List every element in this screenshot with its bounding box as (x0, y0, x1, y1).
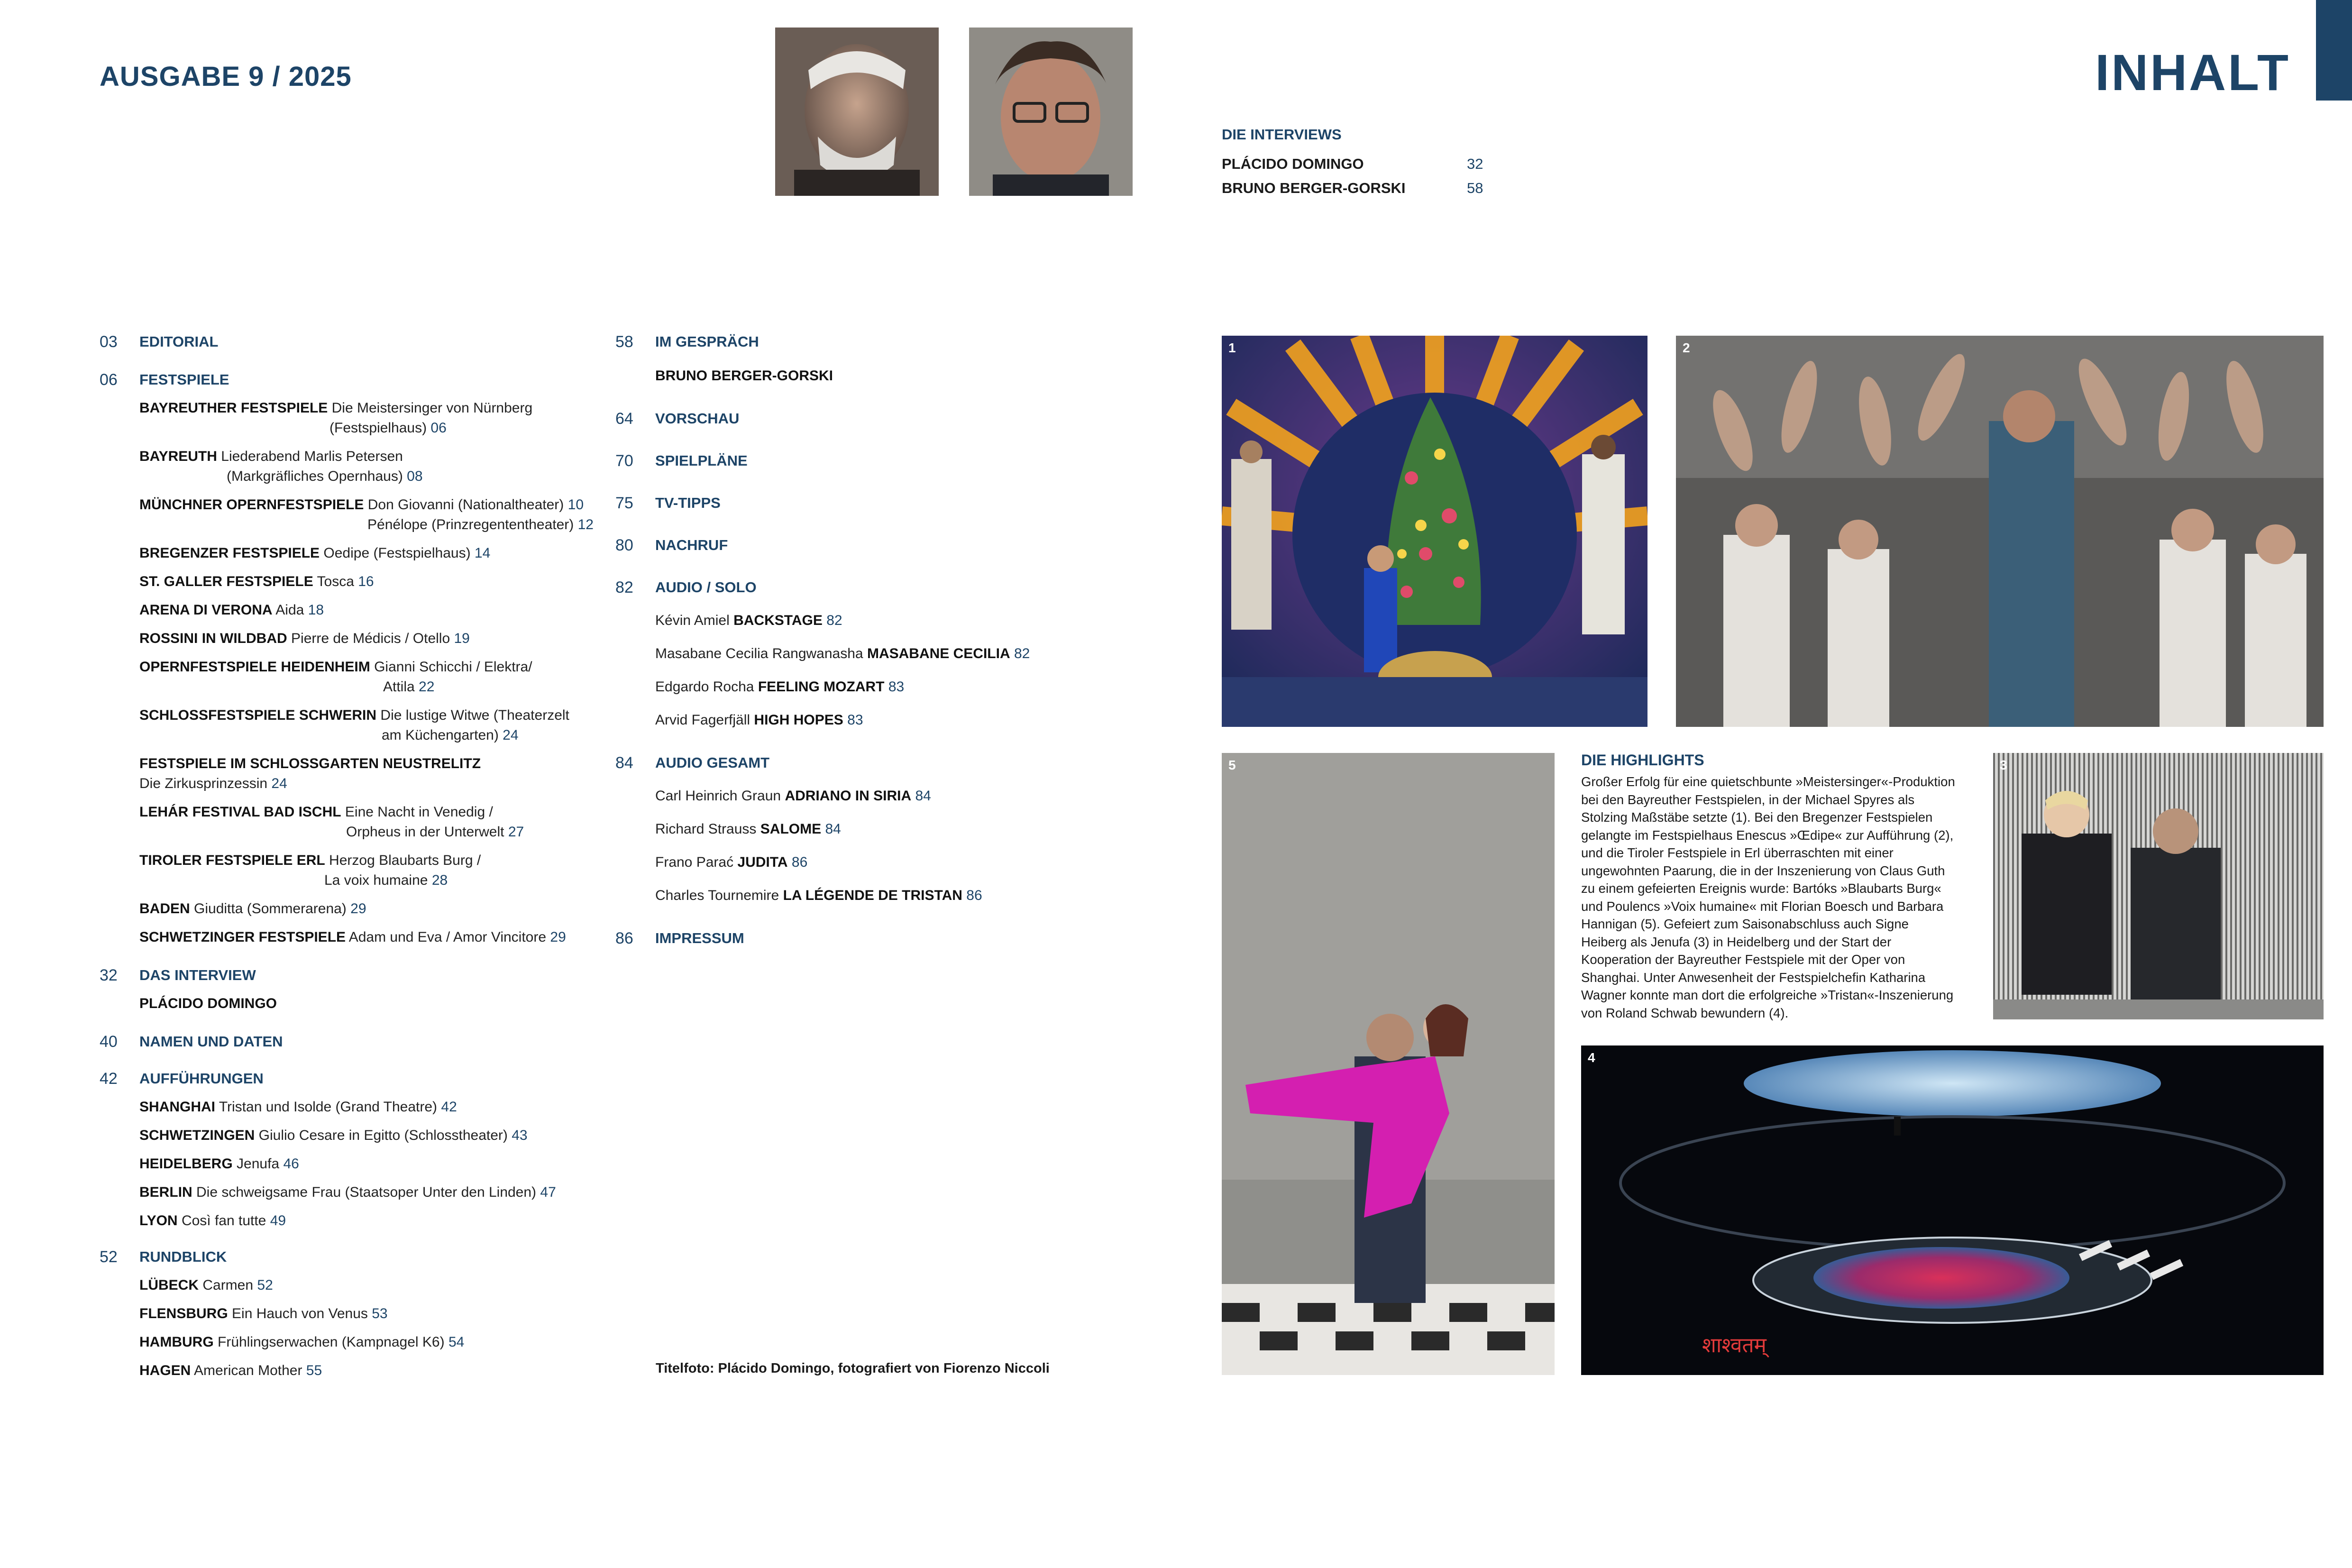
toc-entry[interactable] (655, 710, 863, 730)
highlights-box (1581, 752, 1956, 1022)
toc-entry-cont (367, 515, 594, 535)
entry-page: 86 (791, 854, 808, 870)
cover-photo-credit: Titelfoto: Plácido Domingo, fotografiert von Fiorenzo Niccoli (656, 1361, 1050, 1376)
section-label: AUDIO / SOLO (655, 579, 757, 596)
toc-entry[interactable] (655, 366, 833, 386)
section-page: 32 (100, 966, 118, 984)
entry-title: Ein Hauch von Venus (232, 1306, 368, 1321)
entry-artist: Arvid Fagerfjäll (655, 712, 750, 728)
entry-artist: Frano Parać (655, 854, 734, 870)
toc-entry-cont (329, 418, 447, 438)
section-page: 82 (615, 578, 633, 596)
entry-title: Carmen (202, 1277, 254, 1293)
toc-entry-cont (324, 871, 448, 890)
entry-page: 29 (350, 901, 366, 917)
page-title: INHALT (2095, 44, 2290, 101)
toc-entry[interactable] (139, 398, 532, 418)
interview-item[interactable] (1222, 180, 1483, 204)
toc-entry[interactable] (655, 786, 931, 806)
entry-page: 19 (454, 631, 470, 646)
entry-page: 83 (847, 712, 863, 728)
entry-title: Liederabend Marlis Petersen (221, 449, 403, 464)
entry-title: Jenufa (237, 1156, 280, 1172)
toc-entry[interactable] (655, 611, 842, 631)
entry-title: Giulio Cesare in Egitto (Schlosstheater) (258, 1128, 508, 1143)
section-page: 84 (615, 754, 633, 772)
entry-page: 52 (257, 1277, 273, 1293)
section-page: 42 (100, 1070, 118, 1088)
toc-entry[interactable] (139, 706, 569, 725)
entry-title: Die Zirkusprinzessin (139, 776, 268, 791)
entry-title: Pénélope (Prinzregententheater) (367, 517, 574, 532)
entry-title: Eine Nacht in Venedig / (345, 804, 493, 820)
entry-page: 10 (567, 497, 584, 513)
photo-oedipe (1676, 336, 2324, 727)
photo-number: 4 (1588, 1050, 1595, 1065)
entry-title: Aida (275, 602, 304, 618)
entry-artist: Kévin Amiel (655, 613, 730, 628)
toc-entry[interactable] (139, 802, 493, 822)
entry-artist: Charles Tournemire (655, 888, 779, 903)
section-page: 80 (615, 536, 633, 554)
entry-title: Così fan tutte (181, 1213, 266, 1229)
entry-artist: Richard Strauss (655, 821, 757, 837)
entry-page: 28 (431, 872, 448, 888)
section-page: 64 (615, 410, 633, 428)
entry-page: 86 (966, 888, 982, 903)
section-label: TV-TIPPS (655, 495, 721, 511)
photo-jenufa (1993, 753, 2324, 1019)
entry-page: 24 (503, 727, 519, 743)
entry-title: Adam und Eva / Amor Vincitore (348, 929, 547, 945)
photo-number: 1 (1228, 340, 1236, 355)
entry-title: JUDITA (737, 854, 788, 870)
entry-title: Giuditta (Sommerarena) (194, 901, 347, 917)
entry-venue: PLÁCIDO DOMINGO (139, 996, 277, 1011)
entry-page: 47 (540, 1184, 556, 1200)
entry-venue: ST. GALLER FESTSPIELE (139, 574, 313, 589)
entry-page: 82 (1014, 646, 1030, 661)
toc-entry[interactable] (139, 1332, 464, 1352)
entry-artist: Carl Heinrich Graun (655, 788, 781, 804)
entry-title: BACKSTAGE (733, 613, 823, 628)
interviews-box (1222, 126, 1483, 204)
entry-page: 83 (888, 679, 905, 695)
entry-title: Attila (383, 679, 415, 695)
section-label: AUDIO GESAMT (655, 754, 770, 771)
section-page: 52 (100, 1248, 118, 1266)
toc-entry[interactable] (655, 886, 982, 906)
entry-artist: Edgardo Rocha (655, 679, 754, 695)
entry-page: 18 (308, 602, 324, 618)
entry-title: Pierre de Médicis / Otello (291, 631, 450, 646)
toc-entry-cont (139, 774, 287, 794)
entry-title: La voix humaine (324, 872, 428, 888)
entry-venue: BAYREUTHER FESTSPIELE (139, 400, 328, 416)
toc-entry[interactable] (139, 495, 584, 515)
entry-venue: TIROLER FESTSPIELE ERL (139, 853, 325, 868)
section-label: IMPRESSUM (655, 930, 744, 946)
toc-entry[interactable] (655, 819, 841, 839)
entry-title: American Mother (194, 1363, 302, 1378)
entry-title: (Festspielhaus) (329, 420, 427, 436)
toc-entry[interactable] (139, 1304, 388, 1324)
interview-name: PLÁCIDO DOMINGO (1222, 156, 1364, 172)
entry-title: Don Giovanni (Nationaltheater) (367, 497, 564, 513)
section-label: RUNDBLICK (139, 1248, 227, 1265)
section-page: 70 (615, 452, 633, 470)
toc-entry[interactable] (139, 851, 481, 871)
toc-entry[interactable] (655, 644, 1030, 664)
toc-entry[interactable] (139, 1361, 322, 1381)
section-page: 75 (615, 494, 633, 512)
entry-venue: SCHWETZINGER FESTSPIELE (139, 929, 346, 945)
entry-venue: BERLIN (139, 1184, 192, 1200)
entry-title: am Küchengarten) (382, 727, 499, 743)
section-page: 06 (100, 371, 118, 389)
entry-title: Die Meistersinger von Nürnberg (331, 400, 533, 416)
entry-page: 14 (474, 545, 491, 561)
entry-title: Orpheus in der Unterwelt (346, 824, 504, 840)
interview-page: 32 (1467, 156, 1483, 172)
toc-entry[interactable] (139, 572, 374, 592)
entry-page: 84 (825, 821, 841, 837)
entry-venue: HAMBURG (139, 1334, 214, 1350)
entry-page: 12 (577, 517, 594, 532)
entry-title: Die schweigsame Frau (Staatsoper Unter den Linden) (196, 1184, 537, 1200)
entry-page: 49 (270, 1213, 286, 1229)
entry-venue: MÜNCHNER OPERNFESTSPIELE (139, 497, 364, 513)
toc-entry[interactable] (139, 1275, 273, 1295)
photo-meistersinger (1222, 336, 1647, 727)
toc-entry[interactable] (139, 629, 470, 649)
entry-title: LA LÉGENDE DE TRISTAN (783, 888, 962, 903)
section-label: IM GESPRÄCH (655, 333, 759, 350)
entry-page: 46 (283, 1156, 299, 1172)
toc-entry-cont (227, 467, 423, 486)
interviews-heading: DIE INTERVIEWS (1222, 126, 1342, 143)
section-page: 58 (615, 333, 633, 351)
toc-entry[interactable] (139, 447, 403, 467)
section-page: 03 (100, 333, 118, 351)
entry-title: MASABANE CECILIA (867, 646, 1010, 661)
entry-page: 82 (826, 613, 842, 628)
toc-entry[interactable] (139, 994, 277, 1014)
section-label: NACHRUF (655, 537, 728, 553)
section-label: VORSCHAU (655, 410, 740, 427)
highlights-heading: DIE HIGHLIGHTS (1581, 752, 1704, 769)
entry-venue: HEIDELBERG (139, 1156, 233, 1172)
entry-title: FEELING MOZART (758, 679, 885, 695)
stage-sign-text: शाश्वतम् (1702, 1333, 1766, 1357)
toc-entry-cont (382, 725, 519, 745)
entry-venue: SCHWETZINGEN (139, 1128, 255, 1143)
toc-entry[interactable] (655, 853, 807, 872)
photo-number: 2 (1683, 340, 1690, 355)
portrait-berger-gorski (969, 28, 1133, 196)
toc-entry[interactable] (139, 1097, 457, 1117)
entry-venue: BRUNO BERGER-GORSKI (655, 368, 833, 384)
entry-title: Herzog Blaubarts Burg / (329, 853, 481, 868)
entry-page: 43 (512, 1128, 528, 1143)
section-page: 40 (100, 1033, 118, 1051)
entry-venue: FESTSPIELE IM SCHLOSSGARTEN NEUSTRELITZ (139, 756, 481, 771)
entry-venue: OPERNFESTSPIELE HEIDENHEIM (139, 659, 370, 675)
entry-page: 22 (419, 679, 435, 695)
entry-venue: HAGEN (139, 1363, 191, 1378)
entry-page: 84 (915, 788, 931, 804)
section-label: SPIELPLÄNE (655, 452, 748, 469)
entry-page: 55 (306, 1363, 322, 1378)
entry-page: 29 (550, 929, 566, 945)
toc-entry[interactable] (139, 927, 566, 947)
toc-entry[interactable] (139, 899, 366, 919)
entry-title: Tosca (317, 574, 354, 589)
toc-entry[interactable] (139, 1126, 528, 1146)
entry-page: 24 (271, 776, 287, 791)
entry-page: 06 (430, 420, 447, 436)
entry-page: 16 (358, 574, 374, 589)
entry-venue: BADEN (139, 901, 190, 917)
toc-entry[interactable] (139, 754, 481, 774)
entry-page: 27 (508, 824, 524, 840)
entry-venue: ROSSINI IN WILDBAD (139, 631, 287, 646)
entry-venue: FLENSBURG (139, 1306, 228, 1321)
entry-title: Gianni Schicchi / Elektra/ (374, 659, 532, 675)
toc-entry[interactable] (139, 1183, 556, 1202)
section-label: FESTSPIELE (139, 371, 229, 388)
portrait-domingo (775, 28, 939, 196)
entry-title: Frühlingserwachen (Kampnagel K6) (218, 1334, 445, 1350)
entry-title: Tristan und Isolde (Grand Theatre) (219, 1099, 438, 1115)
section-label: EDITORIAL (139, 333, 219, 350)
toc-entry[interactable] (139, 543, 490, 563)
entry-venue: SHANGHAI (139, 1099, 216, 1115)
toc-entry-cont (383, 677, 434, 697)
entry-title: ADRIANO IN SIRIA (785, 788, 912, 804)
toc-entry-cont (346, 822, 524, 842)
entry-venue: LYON (139, 1213, 178, 1229)
interview-name: BRUNO BERGER-GORSKI (1222, 180, 1406, 196)
toc-entry[interactable] (655, 677, 904, 697)
entry-artist: Masabane Cecilia Rangwanasha (655, 646, 863, 661)
entry-page: 08 (407, 468, 423, 484)
entry-venue: BAYREUTH (139, 449, 217, 464)
photo-erl (1222, 753, 1555, 1375)
section-label: AUFFÜHRUNGEN (139, 1070, 264, 1087)
issue-label: AUSGABE 9 / 2025 (100, 61, 352, 92)
entry-title: Oedipe (Festspielhaus) (323, 545, 471, 561)
toc-entry[interactable] (139, 1211, 286, 1231)
section-page: 86 (615, 929, 633, 947)
highlights-text: Großer Erfolg für eine quietschbunte »Meistersinger«-Produktion bei den Bayreuther Festspielen, in der Michael Spyres als Stolzing Maßstäbe setzte (1). Bei den Bregenzer Festspielen gelangte im Festspielhaus Enescus »Œdipe« zur Aufführung (2), und die Tiroler Festspiele in Erl überraschten mit einer ungewohnten Paarung, die in der Inszenierung von Claus Guth zu einem gefeierten Ereignis wurde: Bartóks »Blaubarts Burg« und Poulencs »Voix humaine« mit Florian Boesch und Barbara Hannigan (5). Gefeiert zum Saisonabschluss auch Signe Heiberg als Jenufa (3) in Heidelberg und der Start der Kooperation der Bayreuther Festspiele mit der Oper von Shanghai. Unter Anwesenheit der Festspielchefin Katharina Wagner konnte man dort die erfolgreiche »Tristan«-Inszenierung von Roland Schwab bewundern (4). (1581, 774, 1955, 1020)
entry-title: SALOME (760, 821, 822, 837)
photo-tristan (1581, 1045, 2324, 1375)
toc-entry[interactable] (139, 657, 532, 677)
entry-page: 53 (372, 1306, 388, 1321)
interview-page: 58 (1467, 180, 1483, 196)
section-label: NAMEN UND DATEN (139, 1033, 283, 1050)
entry-venue: LÜBECK (139, 1277, 199, 1293)
photo-number: 5 (1228, 758, 1236, 772)
entry-venue: SCHLOSSFESTSPIELE SCHWERIN (139, 707, 377, 723)
entry-page: 54 (448, 1334, 465, 1350)
entry-title: Die lustige Witwe (Theaterzelt (380, 707, 569, 723)
entry-venue: ARENA DI VERONA (139, 602, 273, 618)
toc-entry[interactable] (139, 600, 324, 620)
entry-title: (Markgräfliches Opernhaus) (227, 468, 403, 484)
page-tab-marker (2316, 0, 2352, 101)
entry-venue: LEHÁR FESTIVAL BAD ISCHL (139, 804, 341, 820)
entry-title: HIGH HOPES (754, 712, 843, 728)
entry-page: 42 (441, 1099, 457, 1115)
section-label: DAS INTERVIEW (139, 967, 256, 983)
toc-entry[interactable] (139, 1154, 299, 1174)
entry-venue: BREGENZER FESTSPIELE (139, 545, 320, 561)
photo-number: 3 (2000, 758, 2007, 772)
interview-item[interactable] (1222, 156, 1483, 180)
